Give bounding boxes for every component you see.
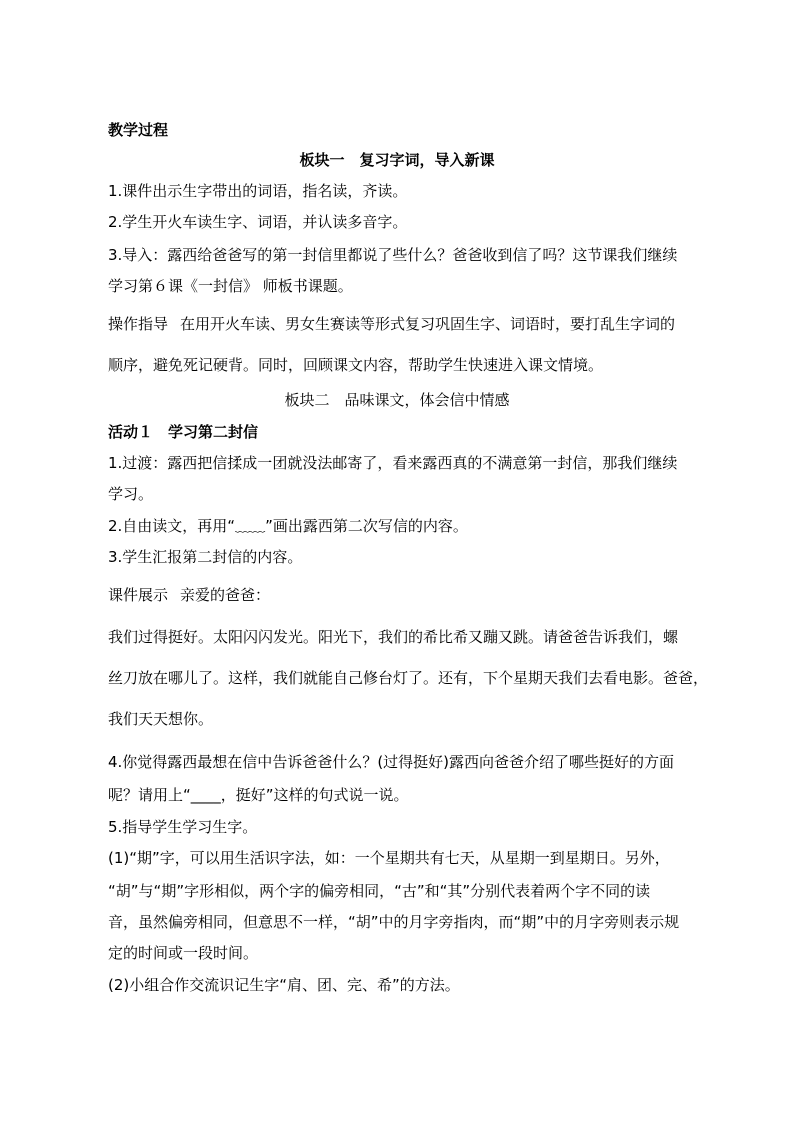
- guide-label: 操作指导: [108, 315, 169, 333]
- item-5-1-line1: (1)“期”字，可以用生活识字法，如：一个星期共有七天，从星期一到星期日。另外，: [108, 849, 670, 867]
- letter-line-1: 我们过得挺好。太阳闪闪发光。阳光下，我们的希比希又蹦又跳。请爸爸告诉我们，螺: [108, 628, 679, 646]
- guide-text-line1: 在用开火车读、男女生赛读等形式复习巩固生字、词语时，要打乱生字词的: [180, 315, 676, 333]
- item-5-1-line3: 音，虽然偏旁相同，但意思不一样，“胡”中的月字旁指肉，而“期”中的月字旁则表示规: [108, 913, 680, 931]
- activity-1-label: 活动１ 学习第二封信: [108, 423, 259, 441]
- block1-item-3-line2: 学习第６课《一封信》 师板书课题。: [108, 277, 353, 295]
- block1-title: 板块一 复习字词，导入新课: [299, 151, 495, 169]
- block2-title: 板块二 品味课文，体会信中情感: [284, 391, 510, 409]
- process-heading: 教学过程: [108, 121, 169, 139]
- block2-item-3: 3.学生汇报第二封信的内容。: [108, 548, 303, 566]
- block2-item-4-line2: 呢？请用上“____，挺好”这样的句式说一说。: [108, 786, 409, 804]
- block2-item-4-line1: 4.你觉得露西最想在信中告诉爸爸什么？(过得挺好)露西向爸爸介绍了哪些挺好的方面: [108, 753, 675, 771]
- courseware-show-label: 课件展示: [108, 586, 169, 604]
- block2-item-2: 2.自由读文，再用“﹏﹏”画出露西第二次写信的内容。: [108, 517, 468, 535]
- block2-item-1-line2: 学习。: [108, 485, 154, 503]
- item-5-1-line4: 定的时间或一段时间。: [108, 944, 259, 962]
- letter-line-2: 丝刀放在哪儿了。这样，我们就能自己修台灯了。还有，下个星期天我们去看电影。爸爸，: [108, 669, 709, 687]
- item-5-2: (2)小组合作交流识记生字“肩、团、完、希”的方法。: [108, 976, 460, 994]
- item-5-1-line2: “胡”与“期”字形相似，两个字的偏旁相同，“古”和“其”分别代表着两个字不同的读: [108, 882, 651, 900]
- guide-paragraph-line1: [108, 314, 675, 334]
- block2-item-1-line1: 1.过渡：露西把信揉成一团就没法邮寄了，看来露西真的不满意第一封信，那我们继续: [108, 454, 678, 472]
- block1-item-2: 2.学生开火车读生字、词语，并认读多音字。: [108, 213, 408, 231]
- block2-item-5: 5.指导学生学习生字。: [108, 818, 258, 836]
- block1-item-1: 1.课件出示生字带出的词语，指名读，齐读。: [108, 182, 408, 200]
- letter-line-3: 我们天天想你。: [108, 710, 214, 728]
- letter-salutation: 亲爱的爸爸：: [180, 586, 271, 604]
- guide-paragraph-line2: 顺序，避免死记硬背。同时，回顾课文内容，帮助学生快速进入课文情境。: [108, 356, 604, 374]
- block1-item-3-line1: 3.导入：露西给爸爸写的第一封信里都说了些什么？爸爸收到信了吗？这节课我们继续: [108, 246, 678, 264]
- courseware-show-line: [108, 585, 270, 605]
